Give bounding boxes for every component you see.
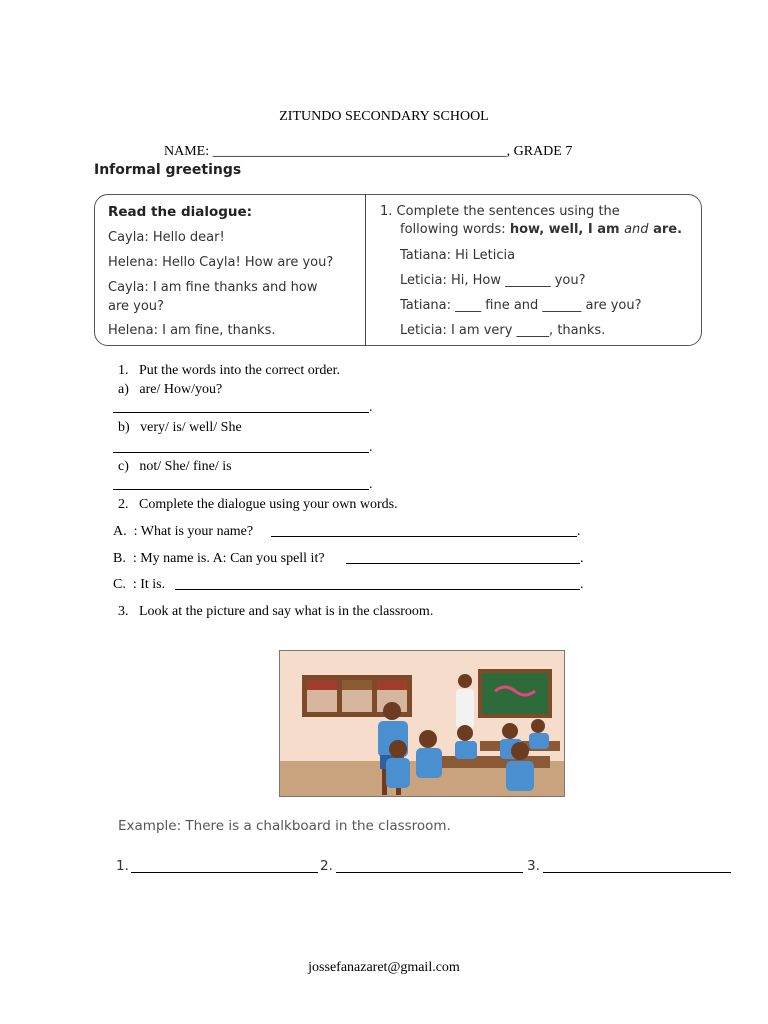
answer-label-3: 3. bbox=[527, 858, 540, 874]
line-period: . bbox=[369, 477, 373, 492]
name-line bbox=[164, 144, 572, 160]
sentence-line: Tatiana: Hi Leticia bbox=[400, 248, 516, 263]
exercise2-item-c: C. : It is. bbox=[113, 577, 166, 592]
exercise1-item-a: a) are/ How/you? bbox=[118, 382, 223, 397]
classroom-illustration bbox=[279, 650, 565, 797]
sentence-line[interactable]: Tatiana: ____ fine and ______ are you? bbox=[400, 298, 642, 313]
dialogue-line: Helena: Hello Cayla! How are you? bbox=[108, 255, 334, 270]
grade-label: , GRADE 7 bbox=[506, 144, 573, 159]
exercise2-item-a: A. : What is your name? bbox=[113, 524, 254, 539]
name-label: NAME: bbox=[164, 144, 210, 159]
box-divider bbox=[365, 194, 366, 346]
sentence-line[interactable]: Leticia: I am very _____, thanks. bbox=[400, 323, 606, 338]
complete-instruction bbox=[380, 204, 620, 219]
line-period: . bbox=[580, 551, 584, 566]
instruction-line2: following words: how, well, I am and are. bbox=[400, 222, 683, 237]
exercise3-instruction: 3. Look at the picture and say what is in the classroom. bbox=[118, 604, 434, 619]
answer-line[interactable] bbox=[113, 489, 369, 490]
answer-line-1[interactable] bbox=[131, 872, 318, 873]
line-period: . bbox=[369, 400, 373, 415]
word-list-bold: how, well, I am bbox=[509, 222, 625, 237]
exercise1-item-c: c) not/ She/ fine/ is bbox=[118, 459, 232, 474]
answer-label-2: 2. bbox=[320, 858, 333, 874]
answer-line-2[interactable] bbox=[336, 872, 523, 873]
section-heading: Informal greetings bbox=[94, 162, 242, 178]
exercise2-item-b: B. : My name is. A: Can you spell it? bbox=[113, 551, 325, 566]
dialogue-line: are you? bbox=[108, 299, 164, 314]
dialogue-line: Cayla: I am fine thanks and how bbox=[108, 280, 318, 295]
classroom-scene bbox=[280, 651, 565, 797]
school-title: ZITUNDO SECONDARY SCHOOL bbox=[279, 109, 489, 124]
footer-email: jossefanazaret@gmail.com bbox=[308, 960, 460, 975]
sentence-line[interactable]: Leticia: Hi, How _______ you? bbox=[400, 273, 586, 288]
dialogue-line: Cayla: Hello dear! bbox=[108, 230, 225, 245]
answer-label-1: 1. bbox=[116, 858, 129, 874]
dialogue-line: Helena: I am fine, thanks. bbox=[108, 323, 276, 338]
answer-line-3[interactable] bbox=[543, 872, 731, 873]
answer-line[interactable] bbox=[271, 536, 577, 537]
answer-line[interactable] bbox=[113, 452, 369, 453]
line-period: . bbox=[369, 440, 373, 455]
line-period: . bbox=[580, 577, 584, 592]
answer-line[interactable] bbox=[175, 589, 580, 590]
instruction-line1: Complete the sentences using the bbox=[396, 204, 620, 219]
line-period: . bbox=[577, 524, 581, 539]
answer-line[interactable] bbox=[113, 412, 369, 413]
example-sentence: Example: There is a chalkboard in the classroom. bbox=[118, 818, 451, 834]
exercise1-item-b: b) very/ is/ well/ She bbox=[118, 420, 242, 435]
read-dialogue-heading: Read the dialogue: bbox=[108, 204, 253, 220]
exercise1-instruction: 1. Put the words into the correct order. bbox=[118, 363, 341, 378]
word-list-bold: are. bbox=[648, 222, 683, 237]
word-list-italic: and bbox=[624, 222, 649, 237]
exercise2-instruction: 2. Complete the dialogue using your own words. bbox=[118, 497, 398, 512]
name-blank[interactable]: __________________________________________ bbox=[212, 144, 507, 159]
answer-line[interactable] bbox=[346, 563, 580, 564]
instruction-number: 1. bbox=[380, 204, 393, 219]
